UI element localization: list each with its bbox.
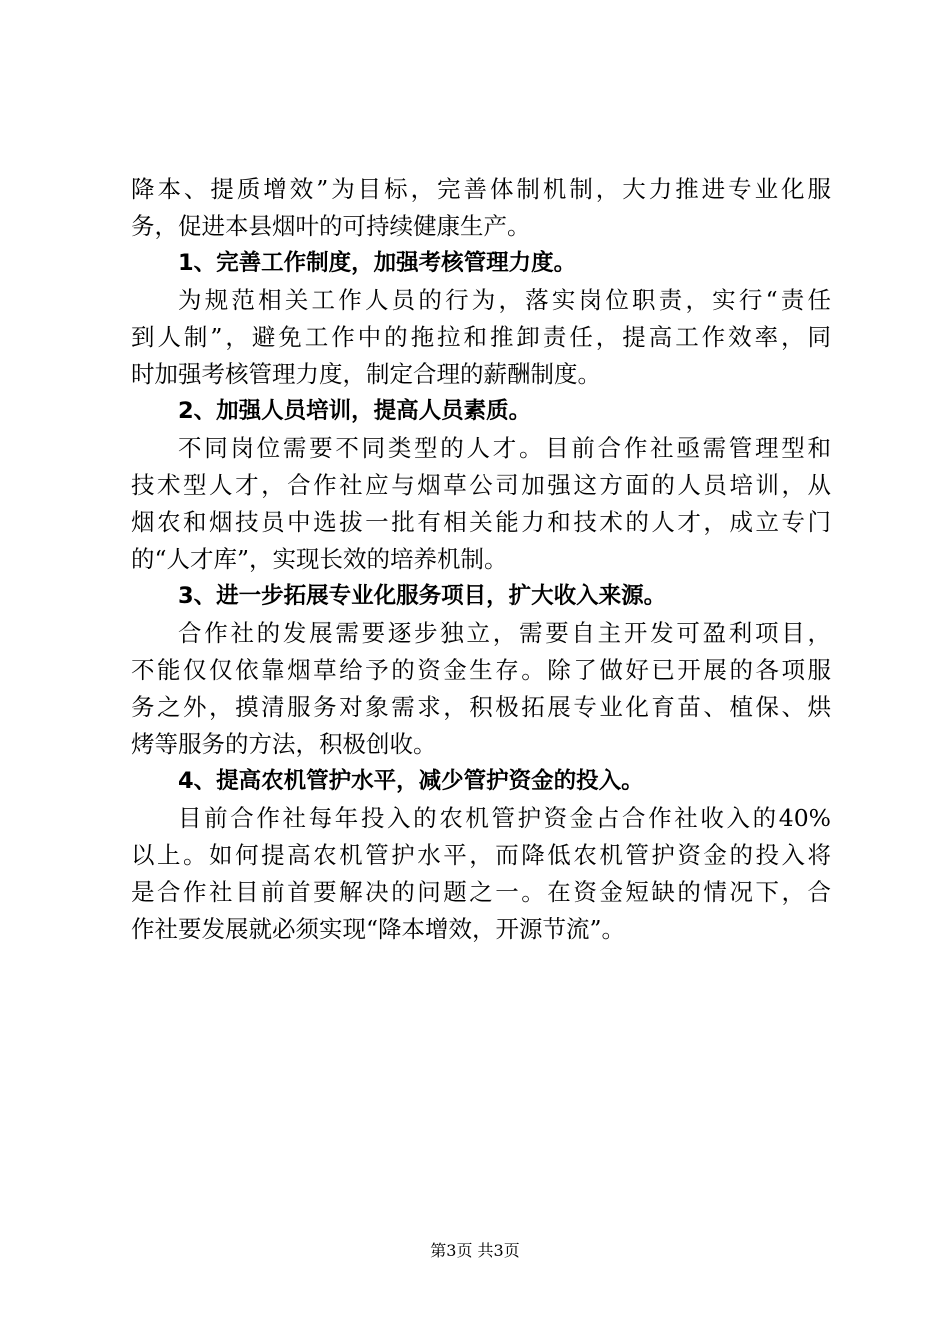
paragraph-line: 为规范相关工作人员的行为，落实岗位职责，实行“责任 [178, 286, 831, 314]
paragraph-line: 技术型人才，合作社应与烟草公司加强这方面的人员培训，从 [131, 471, 831, 499]
paragraph-line: 降本、提质增效”为目标，完善体制机制，大力推进专业化服 [131, 175, 831, 203]
paragraph-line: 时加强考核管理力度，制定合理的薪酬制度。 [131, 360, 601, 388]
paragraph-line: 作社要发展就必须实现“降本增效，开源节流”。 [131, 915, 626, 943]
paragraph-line: 的“人才库”，实现长效的培养机制。 [131, 545, 508, 573]
section-heading: 4、提高农机管护水平，减少管护资金的投入。 [178, 768, 644, 794]
section-heading: 3、进一步拓展专业化服务项目，扩大收入来源。 [178, 583, 667, 609]
paragraph-line: 到人制”，避免工作中的拖拉和推卸责任，提高工作效率，同 [131, 323, 831, 351]
paragraph-line: 不同岗位需要不同类型的人才。目前合作社亟需管理型和 [178, 434, 831, 462]
paragraph-line: 目前合作社每年投入的农机管护资金占合作社收入的40% [178, 804, 831, 832]
section-heading: 1、完善工作制度，加强考核管理力度。 [178, 250, 577, 276]
paragraph-line: 务，促进本县烟叶的可持续健康生产。 [131, 212, 531, 240]
paragraph-line: 不能仅仅依靠烟草给予的资金生存。除了做好已开展的各项服 [131, 656, 831, 684]
page-footer: 第3页 共3页 [430, 1241, 520, 1260]
paragraph-line: 务之外，摸清服务对象需求，积极拓展专业化育苗、植保、烘 [131, 693, 831, 721]
section-heading: 2、加强人员培训，提高人员素质。 [178, 398, 532, 424]
paragraph-line: 以上。如何提高农机管护水平，而降低农机管护资金的投入将 [131, 841, 831, 869]
paragraph-line: 是合作社目前首要解决的问题之一。在资金短缺的情况下，合 [131, 878, 831, 906]
paragraph-line: 烟农和烟技员中选拔一批有相关能力和技术的人才，成立专门 [131, 508, 831, 536]
paragraph-line: 烤等服务的方法，积极创收。 [131, 730, 437, 758]
paragraph-line: 合作社的发展需要逐步独立，需要自主开发可盈利项目， [178, 619, 831, 647]
document-body [131, 171, 831, 948]
